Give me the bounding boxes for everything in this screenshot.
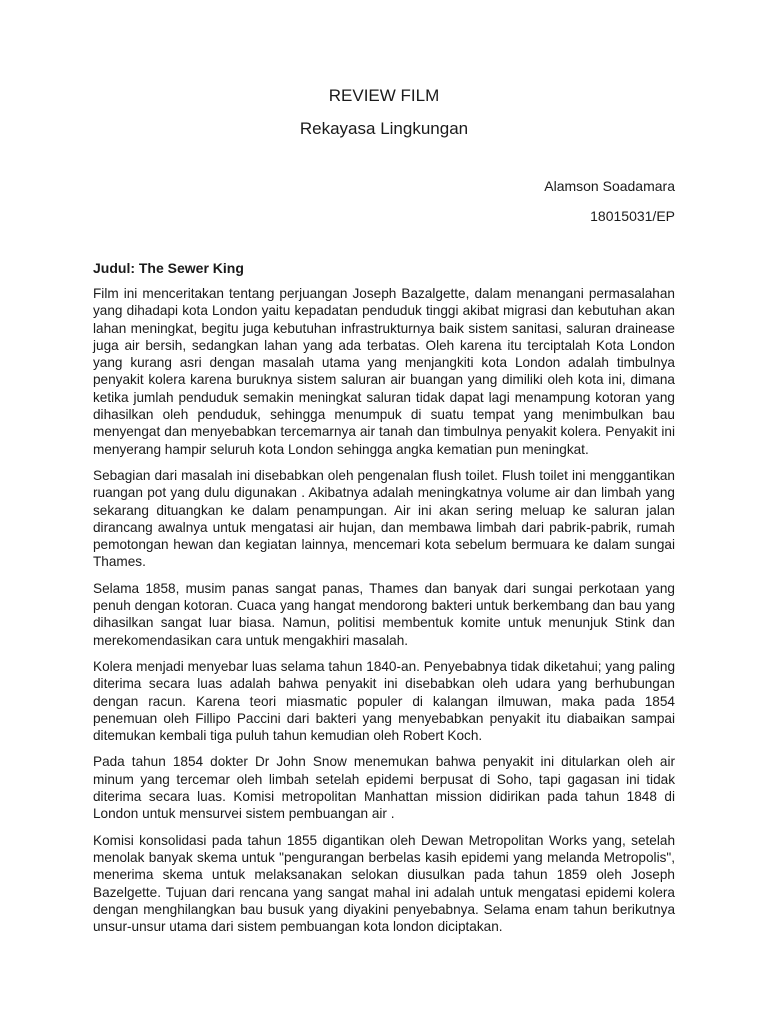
- document-subtitle: Rekayasa Lingkungan: [299, 119, 469, 138]
- author-id: 18015031/EP: [590, 208, 675, 224]
- paragraph: Film ini menceritakan tentang perjuangan Joseph Bazalgette, dalam menangani permasalahan yang dihadapi kota London yaitu kepadatan penduduk tinggi akibat migrasi dan kebutuhan akan lahan meningkat, begitu juga kebutuhan infrastrukturnya baik sistem sanitasi, saluran drainease juga air bersih, sedangkan lahan yang ada terbatas. Oleh karena itu terciptalah Kota London yang kurang asri dengan masalah utama yang menjangkiti kota London adalah timbulnya penyakit kolera karena buruknya sistem saluran air buangan yang dimiliki oleh kota ini, dimana ketika jumlah penduduk semakin meningkat saluran tidak dapat lagi menampung kotoran yang dihasilkan oleh penduduk, sehingga menumpuk di suatu tempat yang menimbulkan bau menyengat dan menyebabkan tercemarnya air tanah dan timbulnya penyakit kolera. Penyakit ini menyerang hampir seluruh kota London sehingga angka kematian pun meningkat.: [93, 286, 675, 457]
- paragraph: Komisi konsolidasi pada tahun 1855 digantikan oleh Dewan Metropolitan Works yang, setelah menolak banyak skema untuk "pengurangan berbelas kasih epidemi yang melanda Metropolis", menerima skema untuk melaksanakan selokan diusulkan pada tahun 1859 oleh Joseph Bazelgette. Tujuan dari rencana yang sangat mahal ini adalah untuk mengatasi epidemi kolera dengan menghilangkan bau busuk yang diyakini penyebabnya. Selama enam tahun berikutnya unsur-unsur utama dari sistem pembuangan kota london diciptakan.: [93, 832, 675, 935]
- document-body: [93, 259, 675, 944]
- author-name: Alamson Soadamara: [544, 178, 675, 194]
- paragraph: Pada tahun 1854 dokter Dr John Snow menemukan bahwa penyakit ini ditularkan oleh air minum yang tercemar oleh limbah setelah epidemi berpusat di Soho, tapi gagasan ini tidak diterima secara luas. Komisi metropolitan Manhattan mission didirikan pada tahun 1848 di London untuk mensurvei sistem pembuangan air .: [93, 754, 675, 822]
- paragraph: Sebagian dari masalah ini disebabkan oleh pengenalan flush toilet. Flush toilet ini menggantikan ruangan pot yang dulu digunakan . Akibatnya adalah meningkatnya volume air dan limbah yang sekarang dituangkan ke dalam penampungan. Air ini akan sering meluap ke saluran jalan dirancang awalnya untuk mengatasi air hujan, dan membawa limbah dari pabrik-pabrik, rumah pemotongan hewan dan kegiatan lainnya, mencemari kota sebelum bermuara ke dalam sungai Thames.: [93, 467, 675, 570]
- paragraph: Kolera menjadi menyebar luas selama tahun 1840-an. Penyebabnya tidak diketahui; yang paling diterima secara luas adalah bahwa penyakit ini disebabkan oleh udara yang berhubungan dengan racun. Karena teori miasmatic populer di kalangan ilmuwan, maka pada 1854 penemuan oleh Fillipo Paccini dari bakteri yang menyebabkan penyakit itu diabaikan sampai ditemukan kembali tiga puluh tahun kemudian oleh Robert Koch.: [93, 658, 675, 744]
- section-heading: Judul: The Sewer King: [93, 260, 244, 276]
- paragraph: Selama 1858, musim panas sangat panas, Thames dan banyak dari sungai perkotaan yang penuh dengan kotoran. Cuaca yang hangat mendorong bakteri untuk berkembang dan bau yang dihasilkan sangat luar biasa. Namun, politisi membentuk komite untuk menunjuk Stink dan merekomendasikan cara untuk mengakhiri masalah.: [93, 580, 675, 648]
- document-title: REVIEW FILM: [328, 86, 440, 105]
